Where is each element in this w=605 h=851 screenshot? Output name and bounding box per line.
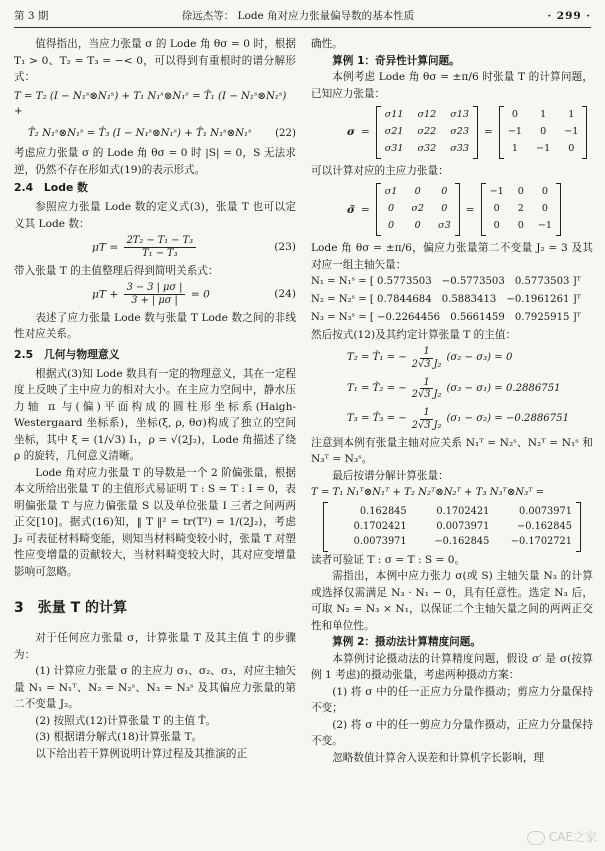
matrix-cell: σ22 bbox=[417, 126, 437, 138]
matrix-cell: 0 bbox=[414, 186, 421, 198]
stress-tensor-equation: σ = σ11 σ12 σ13 σ21 σ22 σ23 σ31 σ32 σ33 = 0 1 1 −1 0 −1 1 −1 0 bbox=[311, 102, 593, 163]
matrix-cell: σ12 bbox=[417, 109, 437, 121]
chat-bubble-icon bbox=[527, 831, 545, 845]
paragraph: 本算例讨论摄动法的计算精度问题，假设 σ′ 是 σ(按算例 1 考虑)的摄动张量，考虑两种摄动方案： bbox=[311, 652, 593, 682]
matrix-cell: −1 bbox=[507, 126, 523, 138]
matrix-cell: σ11 bbox=[384, 109, 404, 121]
equation-22-line2: T̂₂ N₁ˢ⊗N₁ˢ = T̂₃ (I − N₁ˢ⊗N₁ˢ) + T̂₁ N₁ˢ⊗N₁ˢ (22) bbox=[28, 128, 296, 140]
matrix-cell: σ3 bbox=[438, 220, 451, 232]
paragraph: 最后按谱分解计算张量： bbox=[332, 469, 449, 482]
section-heading-3: 3 张量 T 的计算 bbox=[14, 600, 128, 617]
spectral-formula: T = T₁ N₁ᵀ⊗N₁ᵀ + T₂ N₂ᵀ⊗N₂ᵀ + T₃ N₃ᵀ⊗N₃ᵀ = bbox=[311, 487, 545, 499]
paragraph: 表述了应力张量 Lode 数与张量 T Lode 数之间的非线性对应关系。 bbox=[14, 311, 296, 341]
matrix-cell: −0.162845 bbox=[517, 521, 572, 533]
matrix-cell: 0 bbox=[517, 220, 524, 232]
option-1: (1) 将 σ 中的任一正应力分量作摄动；剪应力分量保持不变； bbox=[311, 685, 593, 715]
matrix-cell: −0.1702721 bbox=[510, 536, 572, 548]
paragraph: 本例考虑 Lode 角 θσ = ±π/6 时张量 T 的计算问题，已知应力张量： bbox=[311, 71, 593, 100]
matrix-cell: −1 bbox=[489, 186, 504, 198]
step-3: (3) 根据谱分解式(18)计算张量 T。 bbox=[35, 731, 203, 744]
matrix-cell: −0.162845 bbox=[434, 536, 490, 548]
matrix-cell: σ13 bbox=[450, 109, 469, 121]
matrix-cell: σ1 bbox=[384, 186, 398, 198]
matrix-cell: 0 bbox=[511, 109, 519, 121]
principal-value-t3: T₃ = T̂₃ = − $\frac{1}{\text{2√3 J₂}}$ (σ₁ − σ₂) = −0.2886751 bbox=[347, 407, 569, 431]
matrix-cell: 1 bbox=[540, 109, 547, 121]
paragraph: 根据式(3)知 Lode 数具有一定的物理意义，其在一定程度上反映了主中应力的相对大小。在主应力空间中，静水压力轴 π 与(偏)平面构成的圆柱形坐标系(Haigh-Westergaard 坐标系)，坐标(ξ, ρ, θσ)构成了独立的空间坐标，其中 ξ = (1/√3) I₁，ρ = √(2J₂)，Lode 角描述了绕 ρ 的旋转，几何意义清晰。 bbox=[14, 367, 296, 463]
left-column bbox=[14, 36, 296, 762]
issue-number: 第 3 期 bbox=[14, 9, 49, 22]
principal-symbolic-matrix bbox=[376, 183, 460, 236]
eigenvector-1: N₁ = N₁ˢ = [ 0.5773503 −0.5773503 0.5773503 ]ᵀ bbox=[311, 276, 581, 288]
paragraph: 忽略数值计算舍入误差和计算机字长影响，理 bbox=[332, 751, 545, 764]
stress-symbolic-matrix bbox=[376, 106, 478, 159]
principal-numeric-matrix bbox=[481, 183, 561, 236]
step-1: (1) 计算应力张量 σ 的主应力 σ₁、σ₂、σ₃，对应主轴矢量 N₁ = N₁ᵀ、N₂ = N₂ˢ、N₃ = N₃ˢ 及其偏应力张量的第二不变量 J₂。 bbox=[14, 665, 297, 711]
principal-value-t1: T₁ = T̂₂ = − $\frac{1}{\text{2√3 J₂}}$ (σ₃ − σ₁) = 0.2886751 bbox=[347, 376, 561, 401]
matrix-cell: 0.162845 bbox=[359, 505, 407, 517]
paragraph: 值得指出，当应力张量 σ 的 Lode 角 θσ = 0 时，根据 T₁ > 0、T₂ = T₃ = −< 0，可以得到有重根时的谱分解形式： bbox=[14, 38, 296, 84]
paragraph: 以下给出若干算例说明计算过程及其推演的正 bbox=[35, 747, 248, 760]
matrix-cell: 0 bbox=[414, 220, 421, 232]
matrix-cell: 0 bbox=[568, 142, 575, 154]
running-title: 徐远杰等： Lode 角对应力张量偏导数的基本性质 bbox=[181, 9, 415, 22]
example-1-heading: 算例 1：奇异性计算问题。 bbox=[332, 54, 460, 67]
matrix-cell: 0 bbox=[541, 186, 548, 198]
matrix-cell: 0 bbox=[517, 186, 524, 198]
paragraph: 考虑应力张量 σ 的 Lode 角 θσ = 0 时 |S| = 0，S 无法求逆，仍然不存在形如式(19)的表示形式。 bbox=[14, 147, 296, 176]
example-2-heading: 算例 2：摄动法计算精度问题。 bbox=[332, 636, 481, 649]
page-number: · 299 · bbox=[547, 9, 591, 22]
matrix-cell: 0.0073971 bbox=[436, 521, 490, 533]
matrix-cell: 0.0073971 bbox=[519, 505, 572, 517]
equation-23: μT = $\frac{\text{2T₂ − T₁ − T₃}}{\text{T₁ − T₃}}$ (23) bbox=[92, 235, 296, 259]
matrix-cell: 0 bbox=[540, 126, 547, 138]
matrix-cell: 1 bbox=[511, 142, 519, 154]
principal-stress-equation: σ̃ = σ1 0 0 0 σ2 0 0 0 σ3 = −1 0 0 0 2 0 0 0 −1 bbox=[311, 179, 593, 240]
paragraph: 注意到本例有张量主轴对应关系 N₁ᵀ = N₂ˢ、N₂ᵀ = N₁ˢ 和 N₃ᵀ = N₃ˢ。 bbox=[311, 436, 593, 466]
paragraph: 读者可验证 T : σ = T : S = 0。 bbox=[311, 553, 466, 566]
matrix-cell: 0 bbox=[493, 203, 500, 215]
option-2: (2) 将 σ 中的任一剪应力分量作摄动，正应力分量保持不变。 bbox=[311, 718, 593, 748]
eigenvector-2: N₂ = N₂ˢ = [ 0.7844684 0.5883413 −0.1961261 ]ᵀ bbox=[311, 294, 581, 306]
matrix-cell: σ21 bbox=[384, 126, 404, 138]
running-header bbox=[14, 8, 591, 28]
eigenvector-3: N₃ = N₃ˢ = [ −0.2264456 0.5661459 0.7925915 ]ᵀ bbox=[311, 311, 581, 323]
matrix-cell: 0.1702421 bbox=[436, 505, 490, 517]
matrix-cell: σ23 bbox=[450, 126, 469, 138]
matrix-cell: σ32 bbox=[417, 142, 437, 154]
paragraph: 对于任何应力张量 σ，计算张量 T 及其主值 T̂ 的步骤为： bbox=[14, 632, 296, 661]
principal-value-t2: T₂ = T̂₁ = − $\frac{1}{\text{2√3 J₂}}$ (σ₂ − σ₃) = 0 bbox=[347, 346, 513, 370]
stress-numeric-matrix bbox=[499, 106, 587, 159]
matrix-cell: −1 bbox=[537, 220, 552, 232]
equation-24: μT + $\frac{3 - 3 | \mu\sigma |}{3 + | \mu\sigma |}$ = 0 (24) bbox=[92, 282, 296, 306]
matrix-cell: 0 bbox=[441, 203, 448, 215]
matrix-cell: 0 bbox=[387, 220, 395, 232]
watermark: CAE之家 bbox=[527, 828, 597, 847]
matrix-cell: 0.0073971 bbox=[353, 536, 407, 548]
equation-22-line1: T = T₂ (I − N₁ˢ⊗N₁ˢ) + T₁ N₁ˢ⊗N₁ˢ = T̂₁ (I − N₁ˢ⊗N₁ˢ) + bbox=[14, 90, 287, 118]
paragraph: 参照应力张量 Lode 数的定义式(3)，张量 T 也可以定义其 Lode 数： bbox=[14, 201, 296, 230]
matrix-cell: σ2 bbox=[411, 203, 425, 215]
tensor-t-matrix bbox=[323, 502, 581, 552]
matrix-cell: σ31 bbox=[384, 142, 404, 154]
matrix-cell: 2 bbox=[517, 203, 524, 215]
paragraph: 确性。 bbox=[311, 38, 343, 50]
matrix-cell: 0 bbox=[387, 203, 395, 215]
matrix-cell: 0 bbox=[541, 203, 548, 215]
matrix-cell: −1 bbox=[536, 142, 551, 154]
paragraph: 可以计算对应的主应力张量： bbox=[311, 164, 449, 177]
section-heading-2-5: 2.5 几何与物理意义 bbox=[14, 347, 120, 361]
matrix-cell: σ33 bbox=[450, 142, 469, 154]
matrix-cell: 1 bbox=[568, 109, 575, 121]
paragraph: 带入张量 T 的主值整理后得到简明关系式： bbox=[14, 264, 219, 277]
step-2: (2) 按照式(12)计算张量 T 的主值 T̂。 bbox=[35, 714, 217, 727]
matrix-cell: −1 bbox=[564, 126, 579, 138]
paragraph: Lode 角对应力张量 T 的导数是一个 2 阶偏张量，根据本文所给出张量 T 的主值形式易证明 T : S = T : I = 0，表明偏张量 T 与应力偏张量 S 以及单位张量 I 三者之间两两正交[10]。据式(16)知，‖ T ‖² = tr(T²) = 1/(2J₂)，考虑 J₂ 可表征材料畸变能，则知当材料畸变较小时，张量 T 对塑性应变增量的贡献较大，当材料畸变较大时，其对应变增量影响可忽略。 bbox=[14, 466, 296, 578]
matrix-cell: 0.1702421 bbox=[353, 521, 407, 533]
matrix-cell: 0 bbox=[441, 186, 448, 198]
section-heading-2-4: 2.4 Lode 数 bbox=[14, 181, 88, 195]
matrix-cell: 0 bbox=[493, 220, 500, 232]
paragraph: Lode 角 θσ = ±π/6，偏应力张量第二不变量 J₂ = 3 及其对应一组主轴矢量： bbox=[311, 242, 593, 271]
right-column bbox=[311, 36, 593, 766]
paragraph: 然后按式(12)及其约定计算张量 T 的主值： bbox=[311, 328, 517, 341]
paragraph: 需指出，本例中应力张力 σ(或 S) 主轴矢量 N₃ 的计算或选择仅需满足 N₃ · N₁ − 0，具有任意性。选定 N₃ 后，可取 N₂ = N₃ × N₁，以保证二个主轴矢量之间的两两正交性和单位性。 bbox=[311, 570, 593, 632]
